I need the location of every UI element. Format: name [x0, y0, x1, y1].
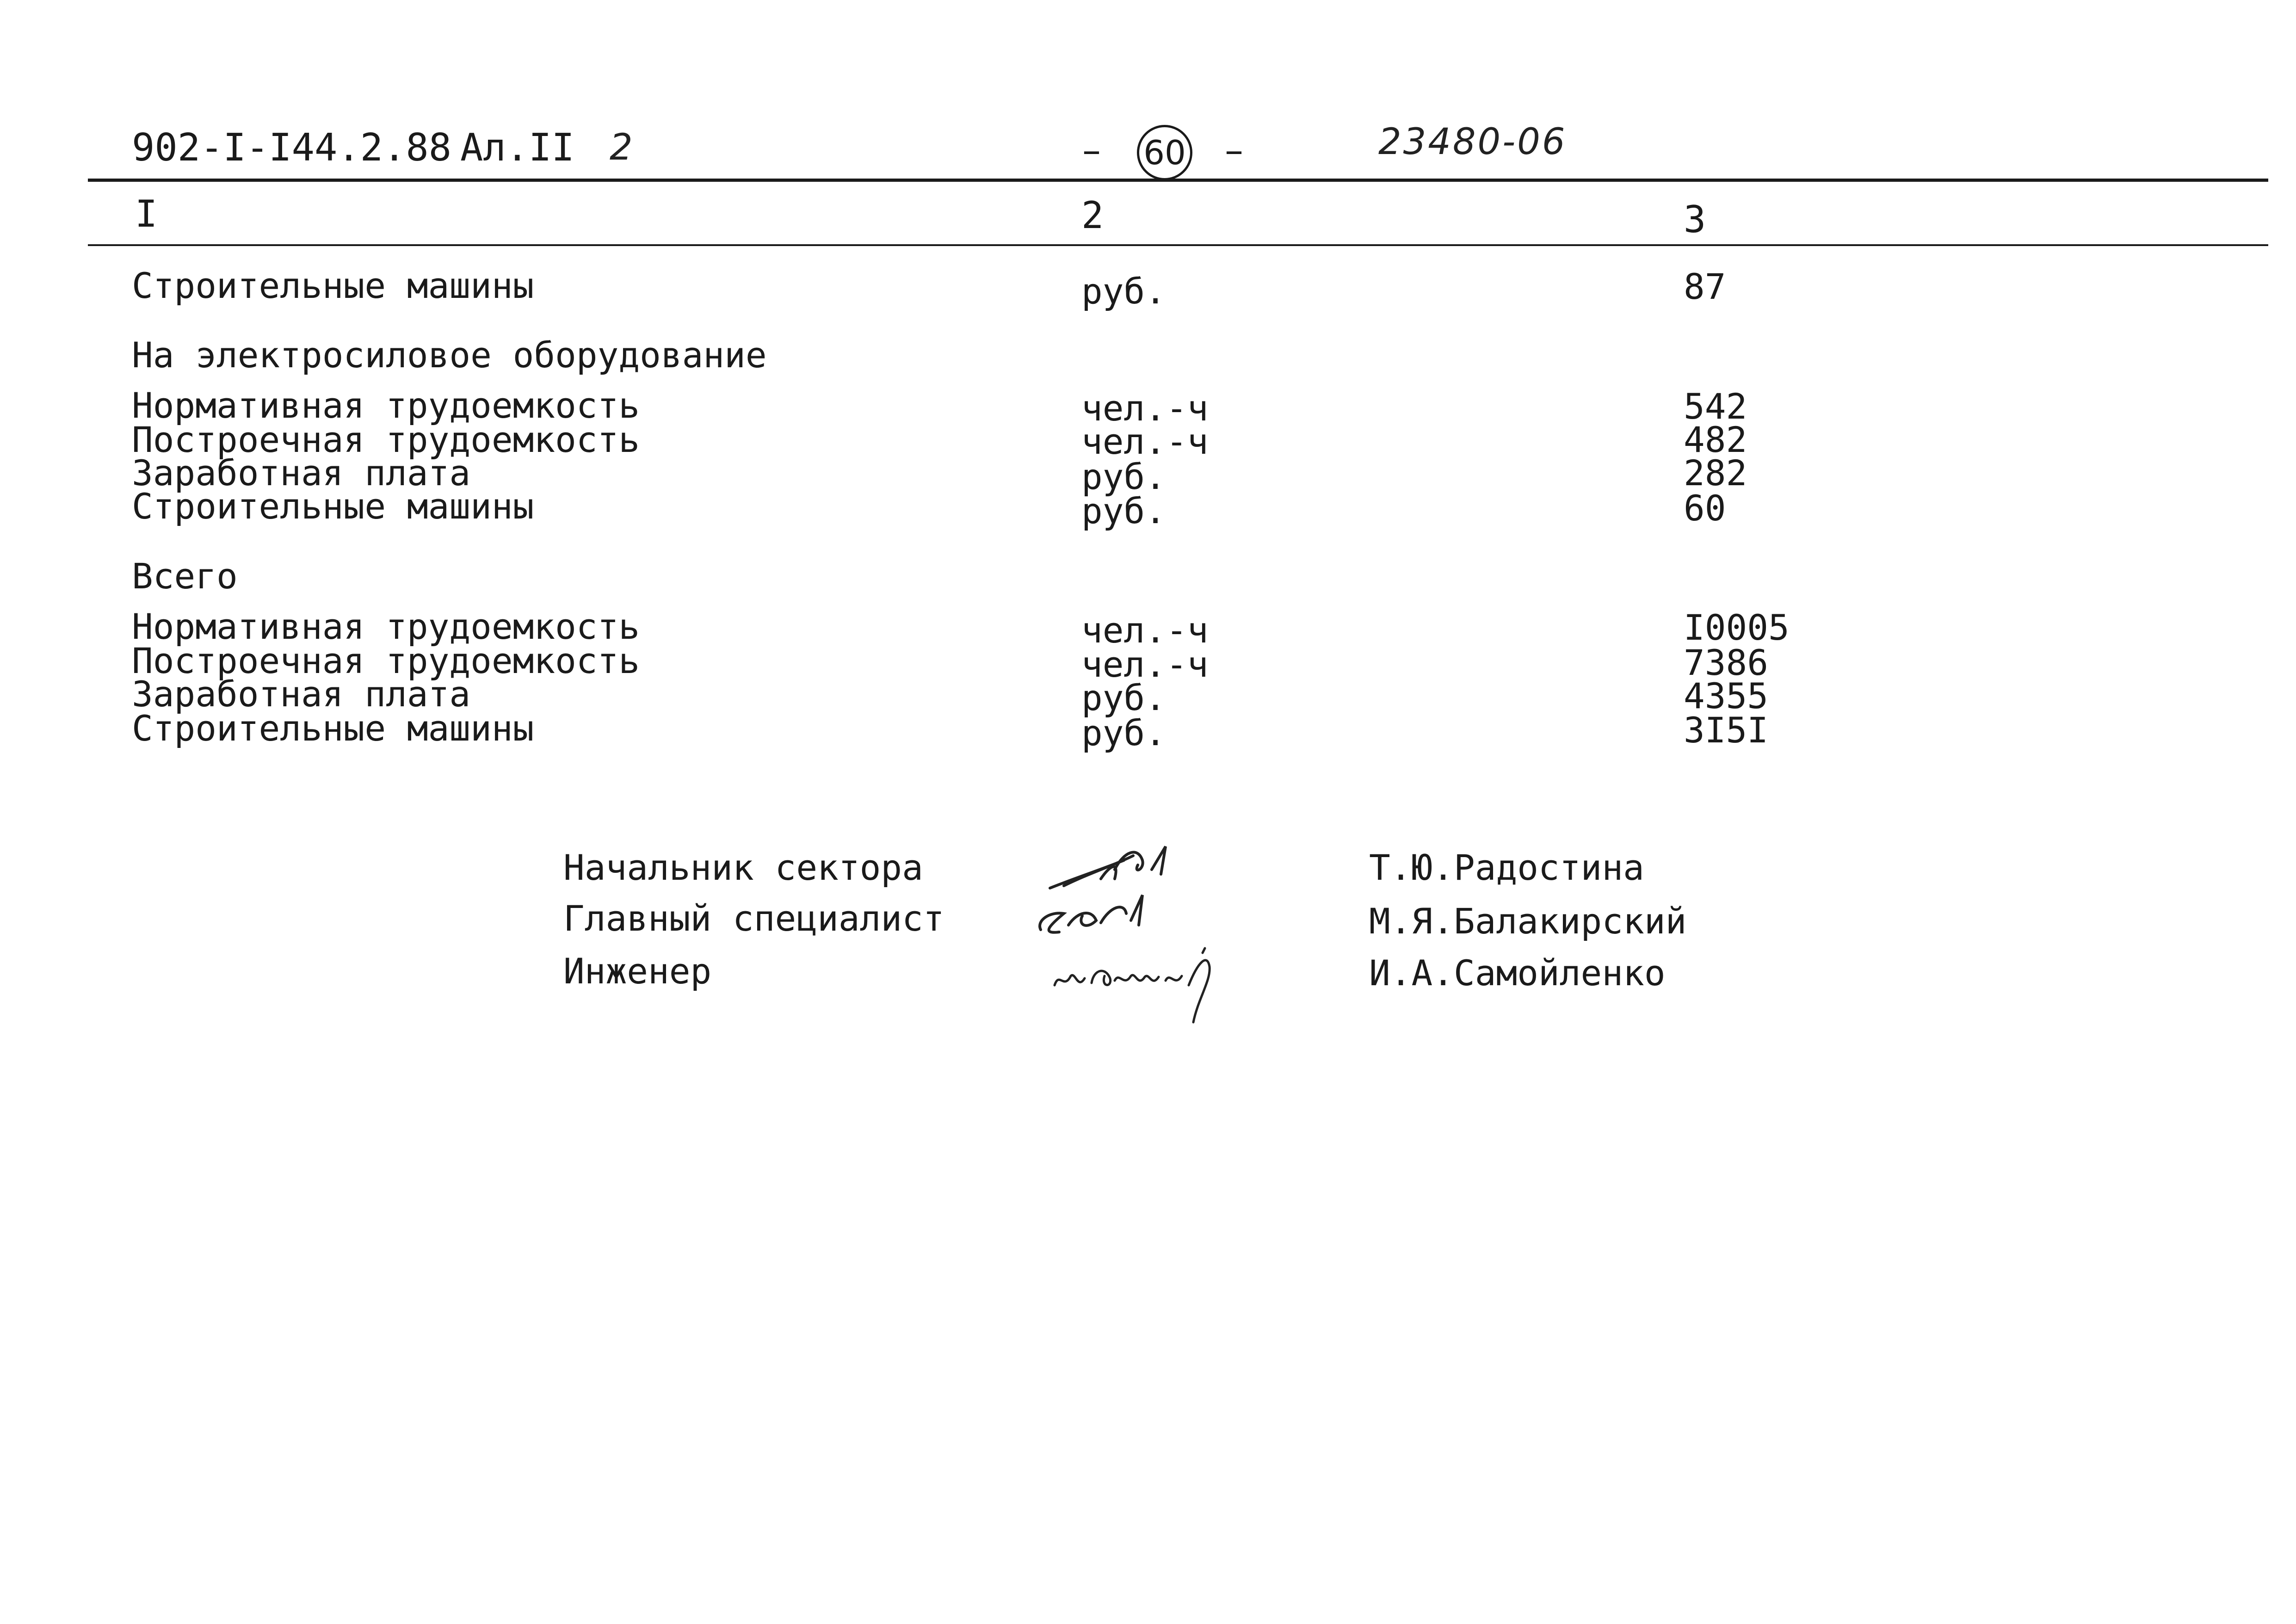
doc-code: 902-I-I44.2.88 — [132, 126, 452, 170]
row-unit: руб. — [1081, 490, 1167, 531]
row-value: 542 — [1684, 386, 1747, 427]
row-label: Построечная трудоемкость — [132, 640, 640, 681]
row-unit: руб. — [1081, 712, 1167, 753]
row-label: Заработная плата — [132, 452, 471, 494]
signatory-role: Инженер — [563, 951, 712, 992]
row-unit: руб. — [1081, 456, 1167, 497]
row-label: Построечная трудоемкость — [132, 419, 640, 460]
row-label: Строительные машины — [132, 265, 534, 306]
page-dash-right: – — [1225, 129, 1243, 172]
row-value: 482 — [1684, 419, 1747, 460]
row-label: Заработная плата — [132, 673, 471, 715]
signatory-name: Т.Ю.Радостина — [1369, 847, 1644, 888]
row-value: 282 — [1684, 452, 1747, 494]
row-unit: чел.-ч — [1081, 644, 1209, 685]
row-value: I0005 — [1684, 607, 1790, 648]
row-value: 3I5I — [1684, 710, 1769, 751]
signatory-role: Начальник сектора — [563, 847, 923, 888]
page-dash-left: – — [1082, 129, 1101, 172]
column-header-1: I — [135, 192, 158, 235]
signatory-role: Главный специалист — [563, 898, 944, 939]
row-value: 7386 — [1684, 642, 1769, 683]
column-header-3: 3 — [1684, 198, 1706, 241]
section-title-total: Всего — [132, 556, 238, 597]
signatory-name: И.А.Самойленко — [1369, 952, 1666, 994]
header-rule-bottom — [88, 244, 2268, 246]
row-unit: чел.-ч — [1081, 421, 1209, 462]
sheet-number: 2 — [610, 127, 635, 168]
row-unit: руб. — [1081, 271, 1167, 312]
row-unit: чел.-ч — [1081, 610, 1209, 651]
signatory-name: М.Я.Балакирский — [1369, 901, 1687, 942]
row-label: Строительные машины — [132, 708, 534, 749]
header-rule-top — [88, 179, 2268, 182]
column-header-2: 2 — [1081, 194, 1104, 237]
album-label: Ал.II — [460, 126, 574, 170]
row-unit: руб. — [1081, 677, 1167, 718]
row-label: Нормативная трудоемкость — [132, 606, 640, 647]
row-label: Нормативная трудоемкость — [132, 385, 640, 426]
page-number-circle — [1137, 125, 1192, 180]
page-number: 60 — [1143, 133, 1186, 172]
inventory-number: 23480-06 — [1378, 121, 1567, 163]
row-label: Строительные машины — [132, 486, 534, 527]
section-title-electro: На электросиловое оборудование — [132, 334, 767, 376]
row-value: 87 — [1684, 266, 1726, 307]
row-unit: чел.-ч — [1081, 388, 1209, 429]
signature-chief-specialist — [1031, 893, 1152, 944]
row-value: 4355 — [1684, 675, 1769, 716]
signature-engineer — [1050, 944, 1244, 1027]
row-value: 60 — [1684, 488, 1726, 529]
